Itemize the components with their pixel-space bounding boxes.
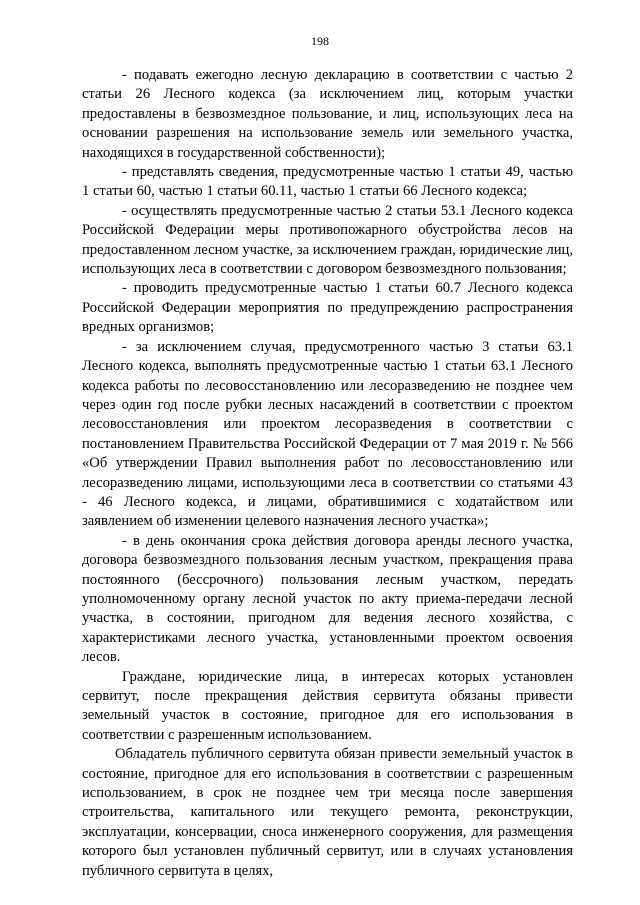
- paragraph-fire-prevention: - осуществлять предусмотренные частью 2 статьи 53.1 Лесного кодекса Российской Федерации меры противопожарного обустройства лесов на предоставленном лесном участке, за исключением граждан, юридические лиц, использующих леса в соответствии с договором безвозмездного пользования;: [82, 202, 573, 278]
- page-number: 198: [311, 34, 329, 48]
- document-body: [82, 66, 573, 881]
- paragraph-forest-declaration: - подавать ежегодно лесную декларацию в соответствии с частью 2 статьи 26 Лесного кодекса (за исключением лиц, которым участки предоставлены в безвозмездное пользование, и лиц, использующих леса на основании разрешения на использование земель или земельного участка, находящихся в государственной собственности);: [82, 67, 573, 161]
- paragraph-pest-prevention: - проводить предусмотренные частью 1 статьи 60.7 Лесного кодекса Российской Федерации мероприятия по предупреждению распространения вредных организмов;: [82, 280, 573, 336]
- paragraph-public-servitude: Обладатель публичного сервитута обязан привести земельный участок в состояние, пригодное для его использования в соответствии с разрешенным использованием, в срок не позднее чем три месяца после завершения строительства, капитального или текущего ремонта, реконструкции, эксплуатации, консервации, сноса инженерного сооружения, для размещения которого был установлен публичный сервитут, или в случаях установления публичного сервитута в целях,: [82, 746, 573, 879]
- paragraph-submit-information: - представлять сведения, предусмотренные частью 1 статьи 49, частью 1 статьи 60, частью 1 статьи 60.11, частью 1 статьи 66 Лесного кодекса;: [82, 164, 573, 200]
- paragraph-reforestation: - за исключением случая, предусмотренного частью 3 статьи 63.1 Лесного кодекса, выполнять предусмотренные частью 1 статьи 63.1 Лесного кодекса работы по лесовосстановлению или лесоразведению не позднее чем через один год после рубки лесных насаждений в соответствии с проектом лесовосстановления или проектом лесоразведения в соответствии с постановлением Правительства Российской Федерации от 7 мая 2019 г. № 566 «Об утверждении Правил выполнения работ по лесовосстановлению или лесоразведению лицами, использующими леса в соответствии со статьями 43 - 46 Лесного кодекса, и лицами, обратившимися с ходатайством или заявлением об изменении целевого назначения лесного участка»;: [82, 338, 573, 530]
- paragraph-servitude-holders: Граждане, юридические лица, в интересах которых установлен сервитут, после прекращения действия сервитута обязаны привести земельный участок в состояние, пригодное для его использования в соответствии с разрешенным использованием.: [82, 668, 573, 743]
- paragraph-return-plot: - в день окончания срока действия договора аренды лесного участка, договора безвозмездного пользования лесным участком, прекращения права постоянного (бессрочного) пользования лесным участком, передать уполномоченному органу лесной участок по акту приема-передачи лесной участка, в состоянии, пригодном для ведения лесного хозяйства, с характеристиками лесного участка, установленными проектом освоения лесов.: [82, 532, 573, 666]
